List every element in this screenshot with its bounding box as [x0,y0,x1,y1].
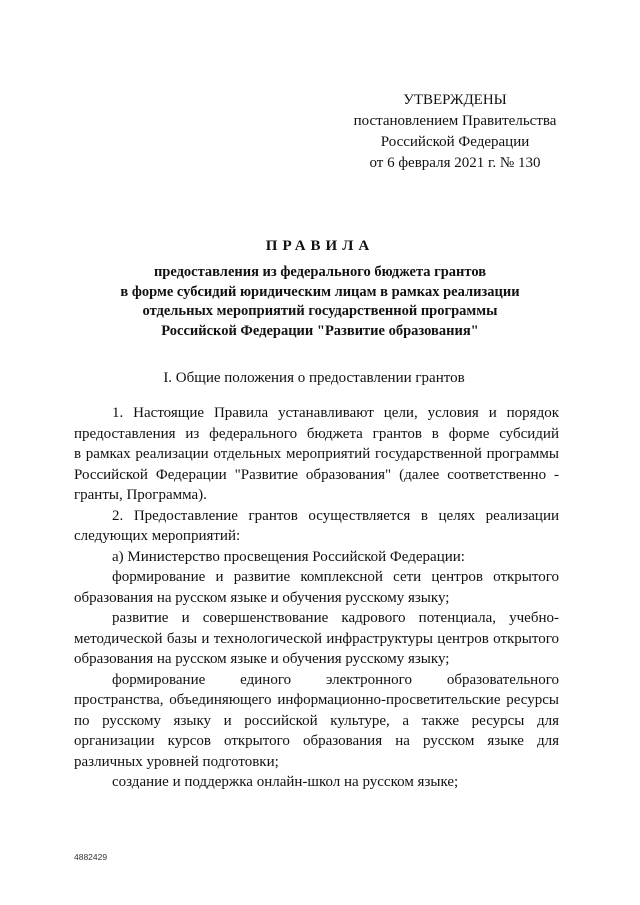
subtitle-line: отдельных мероприятий государственной программы [142,303,498,319]
document-subtitle [70,263,570,341]
approval-line-2: Российской Федерации [380,134,530,150]
subtitle-line: Российской Федерации "Развитие образования" [161,322,479,339]
body-line: развитие и совершенствование кадрового потенциала, учебно- [112,610,559,626]
section-heading: I. Общие положения о предоставлении грантов [163,370,465,386]
body-line: методической базы и технологической инфраструктуры центров открытого [74,630,559,647]
document-body [74,403,559,793]
body-line: предоставления из федерального бюджета грантов в форме субсидий [74,425,559,442]
approval-heading: УТВЕРЖДЕНЫ [403,92,507,108]
body-line: формирование единого электронного образовательного [112,671,559,688]
approval-line-1: постановлением Правительства [353,113,557,129]
subtitle-line: предоставления из федерального бюджета грантов [153,264,487,280]
body-line: организации курсов открытого образования на русском языке для [74,733,559,749]
body-line: Российской Федерации "Развитие образования" (далее соответственно - [74,466,559,483]
body-line: формирование и развитие комплексной сети центров открытого [112,569,559,585]
body-line: 2. Предоставление грантов осуществляется в целях реализации [112,507,559,524]
body-line: различных уровней подготовки; [74,753,279,770]
body-line: создание и поддержка онлайн-школ на русском языке; [112,774,459,790]
body-line: гранты, Программа). [74,487,207,503]
body-line: в рамках реализации отдельных мероприятий государственной программы [74,446,559,462]
approval-line-3: от 6 февраля 2021 г. № 130 [369,155,541,171]
body-line: 1. Настоящие Правила устанавливают цели, условия и порядок [112,405,559,421]
body-line: образования на русском языке и обучения русскому языку; [74,589,450,606]
body-line: пространства, объединяющего информационно-просветительские ресурсы [74,692,559,708]
document-number: 4882429 [74,852,108,862]
body-line: по русскому языку и российской культуре, а также ресурсы для [74,712,559,729]
body-line: образования на русском языке и обучения русскому языку; [74,651,450,667]
approval-block [350,90,560,174]
document-title: ПРАВИЛА [265,238,375,254]
subtitle-line: в форме субсидий юридическим лицам в рамках реализации [120,283,520,300]
body-line: следующих мероприятий: [74,528,241,544]
body-line: а) Министерство просвещения Российской Федерации: [112,548,465,565]
